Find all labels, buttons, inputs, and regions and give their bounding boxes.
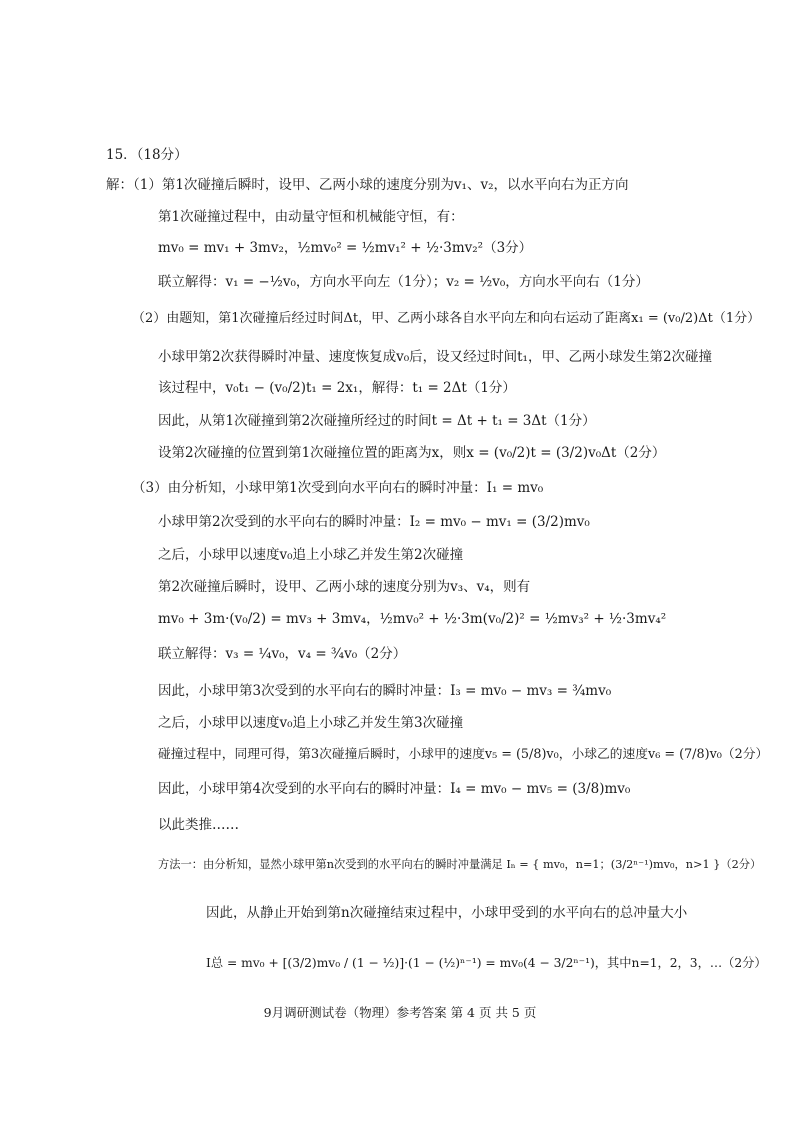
answer-line: 该过程中，v₀t₁ − (v₀/2)t₁ = 2x₁，解得：t₁ = 2Δt（1分）: [158, 380, 516, 396]
problem-header: 15．（18分）: [106, 147, 188, 163]
answer-line: 小球甲第2次受到的水平向右的瞬时冲量：I₂ = mv₀ − mv₁ = (3/2)mv₀: [158, 514, 590, 530]
answer-line: 设第2次碰撞的位置到第1次碰撞位置的距离为x，则x = (v₀/2)t = (3/2)v₀Δt（2分）: [158, 445, 666, 461]
answer-line: 因此，小球甲第4次受到的水平向右的瞬时冲量：I₄ = mv₀ − mv₅ = (3/8)mv₀: [158, 781, 631, 797]
answer-line: 第1次碰撞过程中，由动量守恒和机械能守恒，有：: [158, 209, 464, 225]
method-one-line: 方法一：由分析知，显然小球甲第n次受到的水平向右的瞬时冲量满足 Iₙ = { mv₀，n=1；(3/2ⁿ⁻¹)mv₀，n>1 }（2分）: [158, 858, 762, 871]
answer-line: 因此，小球甲第3次受到的水平向右的瞬时冲量：I₃ = mv₀ − mv₃ = ¾mv₀: [158, 683, 612, 699]
answer-line: 联立解得：v₃ = ¼v₀，v₄ = ¾v₀（2分）: [158, 646, 407, 662]
equation-line: mv₀ = mv₁ + 3mv₂，½mv₀² = ½mv₁² + ½·3mv₂²（3分）: [158, 240, 533, 256]
answer-line: 以此类推……: [158, 817, 239, 833]
total-impulse-equation: I总 = mv₀ + [(3/2)mv₀ / (1 − ½)]·(1 − (½)ⁿ⁻¹) = mv₀(4 − 3/2ⁿ⁻¹)，其中n=1，2，3，…（2分）: [206, 956, 767, 970]
equation-line: mv₀ + 3m·(v₀/2) = mv₃ + 3mv₄，½mv₀² + ½·3m(v₀/2)² = ½mv₃² + ½·3mv₄²: [158, 611, 667, 627]
answer-line: 因此，从第1次碰撞到第2次碰撞所经过的时间t = Δt + t₁ = 3Δt（1分）: [158, 413, 596, 429]
answer-line: （3）由分析知，小球甲第1次受到向水平向右的瞬时冲量：I₁ = mv₀: [132, 480, 544, 496]
page-footer: 9月调研测试卷（物理）参考答案 第 4 页 共 5 页: [263, 1005, 537, 1020]
answer-line: 联立解得：v₁ = −½v₀，方向水平向左（1分）；v₂ = ½v₀，方向水平向右（1分）: [158, 274, 649, 290]
answer-line: 之后，小球甲以速度v₀追上小球乙并发生第3次碰撞: [158, 715, 464, 731]
answer-line: （2）由题知，第1次碰撞后经过时间Δt，甲、乙两小球各自水平向左和向右运动了距离x₁ = (v₀/2)Δt（1分）: [132, 311, 761, 326]
answer-line: 因此，从静止开始到第n次碰撞结束过程中，小球甲受到的水平向右的总冲量大小: [206, 905, 688, 921]
answer-line: 第2次碰撞后瞬时，设甲、乙两小球的速度分别为v₃、v₄，则有: [158, 579, 531, 595]
answer-line: 碰撞过程中，同理可得，第3次碰撞后瞬时，小球甲的速度v₅ = (5/8)v₀，小球乙的速度v₆ = (7/8)v₀（2分）: [158, 747, 769, 762]
answer-line: 解：（1）第1次碰撞后瞬时，设甲、乙两小球的速度分别为v₁、v₂，以水平向右为正方向: [106, 177, 629, 193]
answer-line: 之后，小球甲以速度v₀追上小球乙并发生第2次碰撞: [158, 547, 464, 563]
answer-line: 小球甲第2次获得瞬时冲量、速度恢复成v₀后，设又经过时间t₁，甲、乙两小球发生第2次碰撞: [158, 349, 713, 365]
